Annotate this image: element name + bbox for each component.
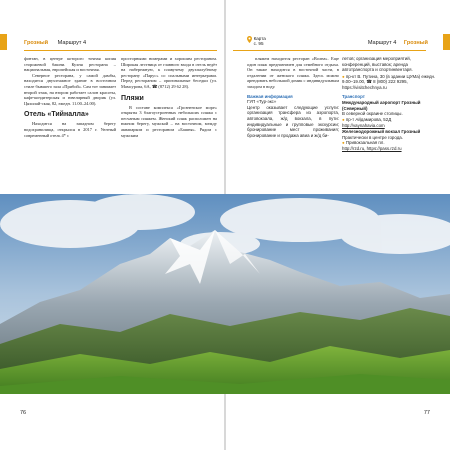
left-col2-para-1: просторными номерами и хорошим рестораном. Широкая лестница от главного входа в отель ведёт на набережную, к плавучему двухпалубному ресторану «Парус» со спальными интерьерами. Перед рестораном – оригинальные беседки (ул. Мамсурова, 6А, ☎ (8712) 29 62 28).	[121, 56, 217, 89]
left-header-route: Маршрут 4	[57, 40, 87, 46]
map-pin-icon	[247, 36, 252, 42]
left-col1-heading: Отель «Тийналла»	[24, 111, 89, 119]
airport-address-text: пр-т Айдамирова, 52Д	[345, 116, 392, 122]
info-contact	[342, 74, 436, 91]
transport-heading: Транспорт	[342, 93, 365, 99]
rail-desc: Практически в центре города.	[342, 134, 403, 140]
right-column-2	[342, 56, 436, 152]
left-column-2	[121, 56, 217, 138]
info-box	[247, 94, 339, 139]
right-col1-para-1: пляжем находится ресторан «Волна». Еще один пляж предназначен для семейного отдыха. Он также находится в восточной части, в отдалении от женского пляжа. Здесь можно арендовать небольшой домик с индивидуальным заходом в воду.	[247, 56, 339, 89]
info-text: Центр оказывает следующие услуги: организация трансфера из аэропорта, автовокзала, ж/д вокзала, в пути: индивидуальные и групповые экскурсии; бронирование мест проживания; бронирование и продажа авиа и ж/д би-	[247, 104, 339, 138]
left-header-guide: Грозный	[24, 40, 49, 46]
left-col1-para-2: Северное ресторана, у самой дамбы, находится двухэтажное здание в восточном стиле бывшего зала «Прибой». Сам тот занимает второй этаж, на втором работает салон красоты, кафе-кондитерская и ювелирный дворик (ул. Цяхилай-ская, 82, ежедн. 11.00–24.00).	[24, 72, 116, 106]
mountain-photo	[0, 194, 450, 394]
rail-name: Железнодорожный вокзал Грозный	[342, 129, 421, 135]
rail-url[interactable]: http://rzd.ru, https://pass.rzd.ru	[342, 145, 402, 151]
left-column-1	[24, 56, 116, 138]
airport-name: Международный аэропорт Грозный (Северный)	[342, 100, 421, 111]
info-org: ГУП «Тур-экс»	[247, 99, 277, 105]
location-bullet-icon: ●	[342, 140, 345, 146]
left-col1-para-3: Находится на западном берегу водохранилища, открылся в 2017 г. Уютный современный отель 4* с	[24, 121, 116, 138]
map-reference	[247, 36, 266, 46]
right-page-tab	[443, 34, 450, 50]
left-col2-heading: Пляжи	[121, 94, 144, 102]
info-heading: Важная информация	[247, 93, 293, 99]
left-page-number: 76	[20, 410, 27, 416]
left-header-rule	[24, 50, 217, 51]
location-bullet-icon: ●	[342, 73, 345, 79]
airport-url[interactable]: http://vaynahavia.com	[342, 122, 385, 128]
left-running-header	[24, 40, 86, 46]
right-column-1	[247, 56, 339, 138]
map-label: Карта	[253, 36, 266, 41]
info-contact-text: пр-кт В. Путина, 30 (в здании ЦУМа) ежедн. 9.00–19.00, ☎ 8 (800) 222 9295, https://visitchechnya.ru	[342, 73, 436, 90]
left-col1-para-1: фонтан, в центре которого точная копия сторожевой башни. Кухня ресторана – национальная, европейская и восточная.	[24, 56, 116, 73]
left-page-tab	[0, 34, 7, 50]
right-running-header	[368, 40, 428, 46]
right-header-route: Маршрут 4	[367, 40, 397, 46]
left-col2-para-2: В составе комплекса «Грозненское море» открыты 3 благоустроенных небольших пляжа с песчаным пляжем. Женский пляж расположен на южном берегу, мужской – на восточном, между аквапарком и рестораном «Башня». Рядом с мужским	[121, 104, 217, 138]
airport-desc: В северной окраине столицы.	[342, 111, 403, 117]
map-page: с. 95	[253, 41, 264, 46]
location-bullet-icon: ●	[342, 116, 345, 122]
rail-address-text: Привокзальная пл.	[345, 140, 385, 146]
info-text-cont: летов; организация мероприятий, конференций, выставок; аренда автотранспорта и спортинвентаря.	[342, 56, 413, 73]
right-page-number: 77	[423, 410, 430, 416]
right-header-guide: Грозный	[403, 40, 428, 46]
right-header-rule	[233, 50, 426, 51]
